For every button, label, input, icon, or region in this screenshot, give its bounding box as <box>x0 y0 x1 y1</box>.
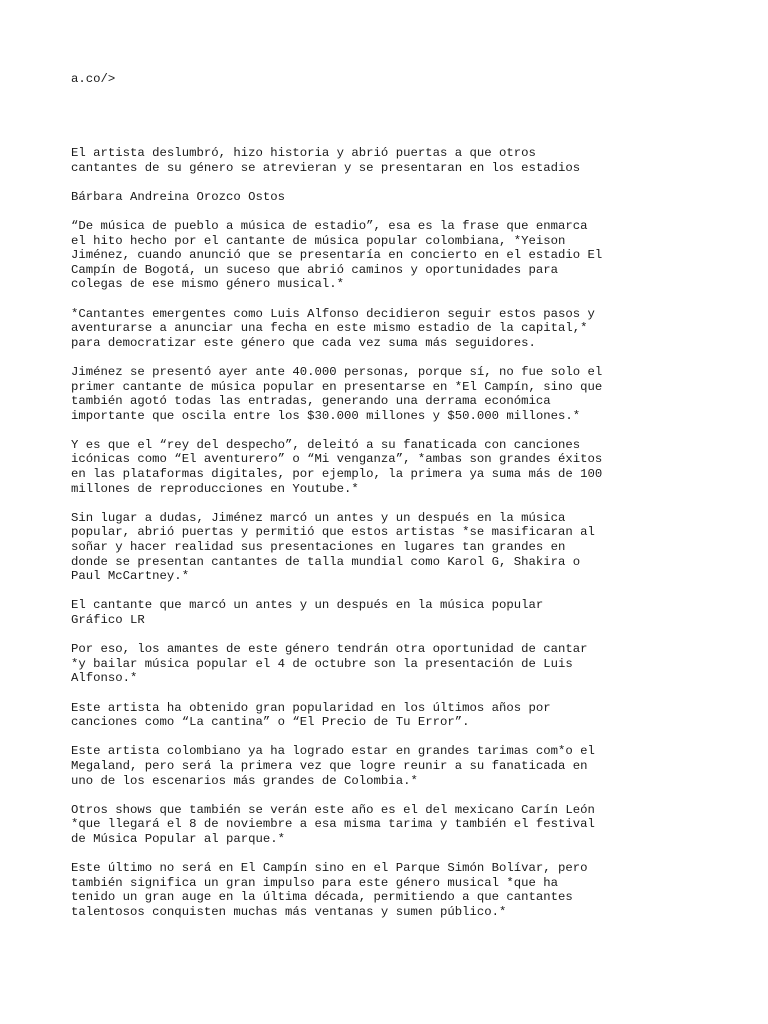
article-paragraph <box>71 701 731 730</box>
paragraph-line: tenido un gran auge en la última década, permitiendo a que cantantes <box>71 890 573 905</box>
paragraph-line: primer cantante de música popular en presentarse en *El Campín, sino que <box>71 379 603 394</box>
paragraph-line: canciones como “La cantina” o “El Precio de Tu Error”. <box>71 715 470 730</box>
paragraph-line: donde se presentan cantantes de talla mundial como Karol G, Shakira o <box>71 554 581 569</box>
paragraph-line: El cantante que marcó un antes y un después en la música popular <box>71 598 544 613</box>
article-body <box>71 146 731 934</box>
paragraph-line: también agotó todas las entradas, generando una derrama económica <box>71 394 551 409</box>
paragraph-line: “De música de pueblo a música de estadio”, esa es la frase que enmarca <box>71 218 588 233</box>
paragraph-line: de Música Popular al parque.* <box>71 831 286 846</box>
paragraph-line: también significa un gran impulso para este género musical *que ha <box>71 875 559 890</box>
article-paragraph <box>71 642 731 686</box>
paragraph-line: El artista deslumbró, hizo historia y abrió puertas a que otros <box>71 146 536 160</box>
paragraph-line: cantantes de su género se atrevieran y se presentaran en los estadios <box>71 160 581 175</box>
paragraph-line: Paul McCartney.* <box>71 569 190 584</box>
paragraph-line: Este último no será en El Campín sino en el Parque Simón Bolívar, pero <box>71 861 588 876</box>
paragraph-line: en las plataformas digitales, por ejemplo, la primera ya suma más de 100 <box>71 467 603 482</box>
paragraph-line: Gráfico LR <box>71 613 145 627</box>
paragraph-line: *Cantantes emergentes como Luis Alfonso decidieron seguir estos pasos y <box>71 306 595 321</box>
paragraph-line: icónicas como “El aventurero” o “Mi venganza”, *ambas son grandes éxitos <box>71 452 603 467</box>
article-paragraph <box>71 438 731 496</box>
paragraph-line: Jiménez, cuando anunció que se presentaría en concierto en el estadio El <box>71 248 603 263</box>
paragraph-line: Este artista colombiano ya ha logrado estar en grandes tarimas com*o el <box>71 744 595 759</box>
article-paragraph <box>71 146 731 175</box>
article-paragraph <box>71 598 731 627</box>
paragraph-line: *y bailar música popular el 4 de octubre son la presentación de Luis <box>71 656 573 671</box>
paragraph-line: aventurarse a anunciar una fecha en este mismo estadio de la capital,* <box>71 321 588 336</box>
article-paragraph <box>71 511 731 584</box>
article-paragraph <box>71 861 731 919</box>
paragraph-line: Este artista ha obtenido gran popularidad en los últimos años por <box>71 700 551 715</box>
paragraph-line: uno de los escenarios más grandes de Colombia.* <box>71 773 418 788</box>
paragraph-line: Y es que el “rey del despecho”, deleitó a su fanaticada con canciones <box>71 437 581 452</box>
paragraph-line: popular, abrió puertas y permitió que estos artistas *se masificaran al <box>71 525 595 540</box>
paragraph-line: Campín de Bogotá, un suceso que abrió caminos y oportunidades para <box>71 262 559 277</box>
paragraph-line: *que llegará el 8 de noviembre a esa misma tarima y también el festival <box>71 817 595 832</box>
paragraph-line: Bárbara Andreina Orozco Ostos <box>71 189 286 204</box>
paragraph-line: Alfonso.* <box>71 671 138 686</box>
paragraph-line: para democratizar este género que cada vez suma más seguidores. <box>71 335 536 350</box>
url-fragment: a.co/> <box>71 72 116 86</box>
article-paragraph <box>71 744 731 788</box>
article-paragraph <box>71 190 731 205</box>
paragraph-line: el hito hecho por el cantante de música popular colombiana, *Yeison <box>71 233 566 248</box>
paragraph-line: Megaland, pero será la primera vez que logre reunir a su fanaticada en <box>71 758 588 773</box>
paragraph-line: talentosos conquisten muchas más ventanas y sumen público.* <box>71 904 507 919</box>
article-paragraph <box>71 219 731 292</box>
paragraph-line: importante que oscila entre los $30.000 millones y $50.000 millones.* <box>71 408 581 423</box>
paragraph-line: soñar y hacer realidad sus presentaciones en lugares tan grandes en <box>71 540 566 555</box>
paragraph-line: Jiménez se presentó ayer ante 40.000 personas, porque sí, no fue solo el <box>71 364 603 379</box>
paragraph-line: colegas de ese mismo género musical.* <box>71 277 345 292</box>
paragraph-line: Por eso, los amantes de este género tendrán otra oportunidad de cantar <box>71 642 588 657</box>
paragraph-line: millones de reproducciones en Youtube.* <box>71 481 359 496</box>
article-paragraph <box>71 803 731 847</box>
paragraph-line: Sin lugar a dudas, Jiménez marcó un antes y un después en la música <box>71 510 566 525</box>
paragraph-line: Otros shows que también se verán este año es el del mexicano Carín León <box>71 802 595 817</box>
article-paragraph <box>71 365 731 423</box>
article-paragraph <box>71 307 731 351</box>
